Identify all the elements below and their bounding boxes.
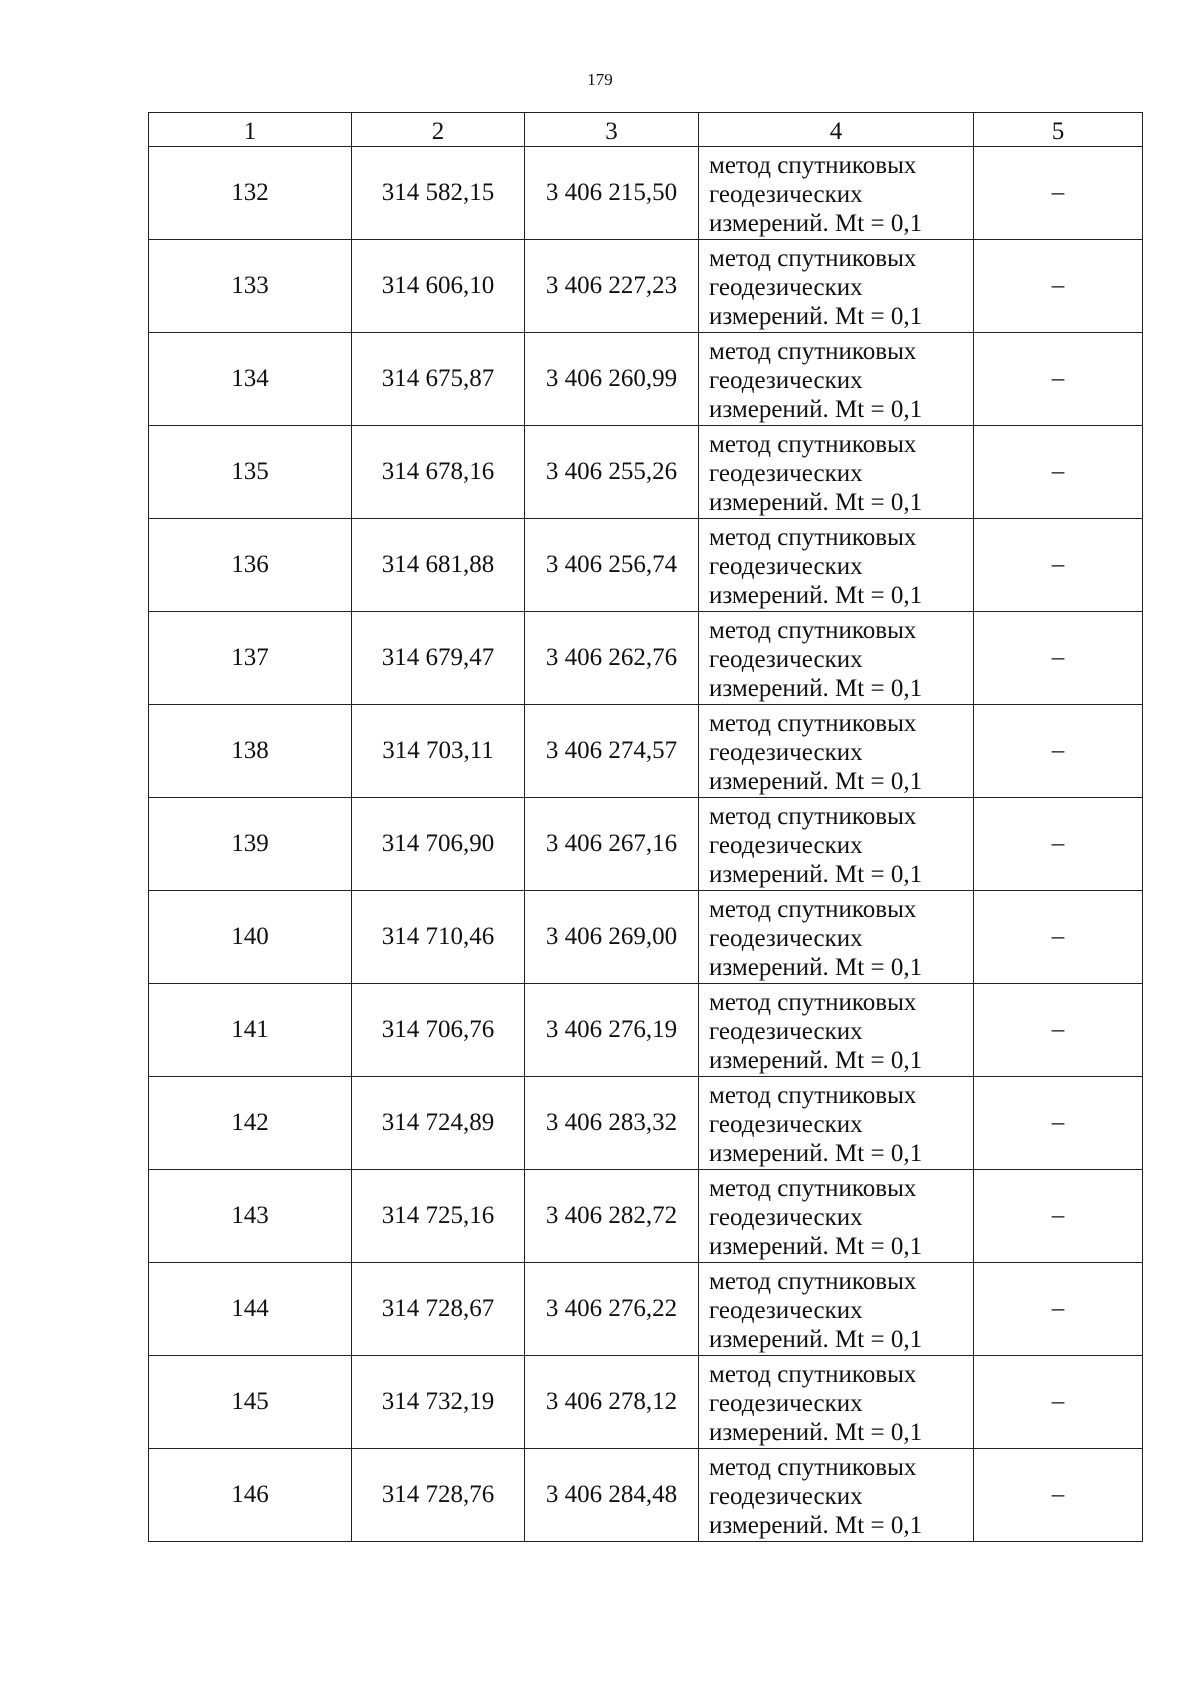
point-number-cell: 134 [149, 333, 352, 426]
point-number-cell: 143 [149, 1170, 352, 1263]
point-number-cell: 140 [149, 891, 352, 984]
y-coordinate-cell: 3 406 283,32 [525, 1077, 699, 1170]
note-cell: – [974, 798, 1143, 891]
method-line: геодезических [709, 1204, 863, 1231]
x-coordinate-cell: 314 732,19 [352, 1356, 525, 1449]
method-line: измерений. Mt = 0,1 [709, 582, 923, 609]
method-line: геодезических [709, 367, 863, 394]
method-line: геодезических [709, 646, 863, 673]
method-line: метод спутниковых [709, 431, 917, 458]
method-line: измерений. Mt = 0,1 [709, 768, 923, 795]
method-line: геодезических [709, 1018, 863, 1045]
y-coordinate-cell: 3 406 282,72 [525, 1170, 699, 1263]
column-header: 4 [699, 113, 974, 147]
point-number-cell: 141 [149, 984, 352, 1077]
y-coordinate-cell: 3 406 256,74 [525, 519, 699, 612]
y-coordinate-cell: 3 406 255,26 [525, 426, 699, 519]
table-row [149, 1449, 1143, 1542]
x-coordinate-cell: 314 606,10 [352, 240, 525, 333]
method-cell [699, 519, 974, 612]
y-coordinate-cell: 3 406 276,22 [525, 1263, 699, 1356]
table-row [149, 519, 1143, 612]
y-coordinate-cell: 3 406 260,99 [525, 333, 699, 426]
note-cell: – [974, 1077, 1143, 1170]
method-line: геодезических [709, 1111, 863, 1138]
method-line: метод спутниковых [709, 524, 917, 551]
point-number-cell: 138 [149, 705, 352, 798]
method-line: метод спутниковых [709, 1361, 917, 1388]
method-line: измерений. Mt = 0,1 [709, 1419, 923, 1446]
table-body [149, 147, 1143, 1542]
method-line: метод спутниковых [709, 338, 917, 365]
method-line: измерений. Mt = 0,1 [709, 1140, 923, 1167]
method-line: метод спутниковых [709, 710, 917, 737]
method-line: измерений. Mt = 0,1 [709, 303, 923, 330]
y-coordinate-cell: 3 406 284,48 [525, 1449, 699, 1542]
method-line: геодезических [709, 1390, 863, 1417]
x-coordinate-cell: 314 728,67 [352, 1263, 525, 1356]
table-row [149, 891, 1143, 984]
x-coordinate-cell: 314 724,89 [352, 1077, 525, 1170]
note-cell: – [974, 1356, 1143, 1449]
table-row [149, 1263, 1143, 1356]
method-line: измерений. Mt = 0,1 [709, 861, 923, 888]
method-cell [699, 426, 974, 519]
method-line: измерений. Mt = 0,1 [709, 396, 923, 423]
table-row [149, 333, 1143, 426]
note-cell: – [974, 426, 1143, 519]
x-coordinate-cell: 314 679,47 [352, 612, 525, 705]
coordinates-table [148, 112, 1143, 1542]
y-coordinate-cell: 3 406 274,57 [525, 705, 699, 798]
table-row [149, 798, 1143, 891]
note-cell: – [974, 984, 1143, 1077]
x-coordinate-cell: 314 681,88 [352, 519, 525, 612]
method-line: метод спутниковых [709, 1175, 917, 1202]
y-coordinate-cell: 3 406 262,76 [525, 612, 699, 705]
point-number-cell: 144 [149, 1263, 352, 1356]
column-header: 2 [352, 113, 525, 147]
table-row [149, 147, 1143, 240]
method-cell [699, 891, 974, 984]
table-row [149, 705, 1143, 798]
note-cell: – [974, 240, 1143, 333]
method-line: геодезических [709, 460, 863, 487]
method-cell [699, 1263, 974, 1356]
page-number: 179 [587, 70, 613, 89]
table-row [149, 1356, 1143, 1449]
point-number-cell: 142 [149, 1077, 352, 1170]
method-line: метод спутниковых [709, 1082, 917, 1109]
point-number-cell: 146 [149, 1449, 352, 1542]
column-header: 1 [149, 113, 352, 147]
note-cell: – [974, 612, 1143, 705]
point-number-cell: 137 [149, 612, 352, 705]
method-line: измерений. Mt = 0,1 [709, 1233, 923, 1260]
point-number-cell: 135 [149, 426, 352, 519]
method-line: измерений. Mt = 0,1 [709, 954, 923, 981]
column-header: 3 [525, 113, 699, 147]
note-cell: – [974, 891, 1143, 984]
method-cell [699, 1077, 974, 1170]
method-line: геодезических [709, 181, 863, 208]
method-line: измерений. Mt = 0,1 [709, 489, 923, 516]
y-coordinate-cell: 3 406 267,16 [525, 798, 699, 891]
y-coordinate-cell: 3 406 215,50 [525, 147, 699, 240]
y-coordinate-cell: 3 406 269,00 [525, 891, 699, 984]
method-cell [699, 705, 974, 798]
method-line: измерений. Mt = 0,1 [709, 675, 923, 702]
table-row [149, 1170, 1143, 1263]
method-line: метод спутниковых [709, 1454, 917, 1481]
method-line: метод спутниковых [709, 245, 917, 272]
method-line: измерений. Mt = 0,1 [709, 210, 923, 237]
method-cell [699, 984, 974, 1077]
point-number-cell: 139 [149, 798, 352, 891]
x-coordinate-cell: 314 678,16 [352, 426, 525, 519]
method-line: геодезических [709, 1297, 863, 1324]
method-line: геодезических [709, 832, 863, 859]
method-line: геодезических [709, 925, 863, 952]
x-coordinate-cell: 314 703,11 [352, 705, 525, 798]
method-line: метод спутниковых [709, 989, 917, 1016]
x-coordinate-cell: 314 582,15 [352, 147, 525, 240]
method-line: геодезических [709, 553, 863, 580]
table-header-row [149, 113, 1143, 147]
method-cell [699, 612, 974, 705]
y-coordinate-cell: 3 406 227,23 [525, 240, 699, 333]
method-line: геодезических [709, 274, 863, 301]
method-line: метод спутниковых [709, 896, 917, 923]
method-line: измерений. Mt = 0,1 [709, 1326, 923, 1353]
method-line: метод спутниковых [709, 803, 917, 830]
note-cell: – [974, 519, 1143, 612]
method-cell [699, 147, 974, 240]
table-row [149, 426, 1143, 519]
method-cell [699, 1356, 974, 1449]
method-cell [699, 1449, 974, 1542]
method-line: измерений. Mt = 0,1 [709, 1512, 923, 1539]
point-number-cell: 136 [149, 519, 352, 612]
point-number-cell: 133 [149, 240, 352, 333]
x-coordinate-cell: 314 710,46 [352, 891, 525, 984]
method-line: метод спутниковых [709, 1268, 917, 1295]
x-coordinate-cell: 314 728,76 [352, 1449, 525, 1542]
method-cell [699, 240, 974, 333]
table-row [149, 1077, 1143, 1170]
table-row [149, 612, 1143, 705]
note-cell: – [974, 333, 1143, 426]
note-cell: – [974, 705, 1143, 798]
method-line: геодезических [709, 1483, 863, 1510]
note-cell: – [974, 1449, 1143, 1542]
method-line: измерений. Mt = 0,1 [709, 1047, 923, 1074]
note-cell: – [974, 147, 1143, 240]
x-coordinate-cell: 314 706,76 [352, 984, 525, 1077]
table-row [149, 984, 1143, 1077]
method-cell [699, 333, 974, 426]
y-coordinate-cell: 3 406 276,19 [525, 984, 699, 1077]
y-coordinate-cell: 3 406 278,12 [525, 1356, 699, 1449]
point-number-cell: 145 [149, 1356, 352, 1449]
method-line: метод спутниковых [709, 617, 917, 644]
x-coordinate-cell: 314 725,16 [352, 1170, 525, 1263]
method-cell [699, 1170, 974, 1263]
table-row [149, 240, 1143, 333]
method-cell [699, 798, 974, 891]
method-line: геодезических [709, 739, 863, 766]
x-coordinate-cell: 314 706,90 [352, 798, 525, 891]
method-line: метод спутниковых [709, 152, 917, 179]
x-coordinate-cell: 314 675,87 [352, 333, 525, 426]
point-number-cell: 132 [149, 147, 352, 240]
column-header: 5 [974, 113, 1143, 147]
note-cell: – [974, 1170, 1143, 1263]
note-cell: – [974, 1263, 1143, 1356]
